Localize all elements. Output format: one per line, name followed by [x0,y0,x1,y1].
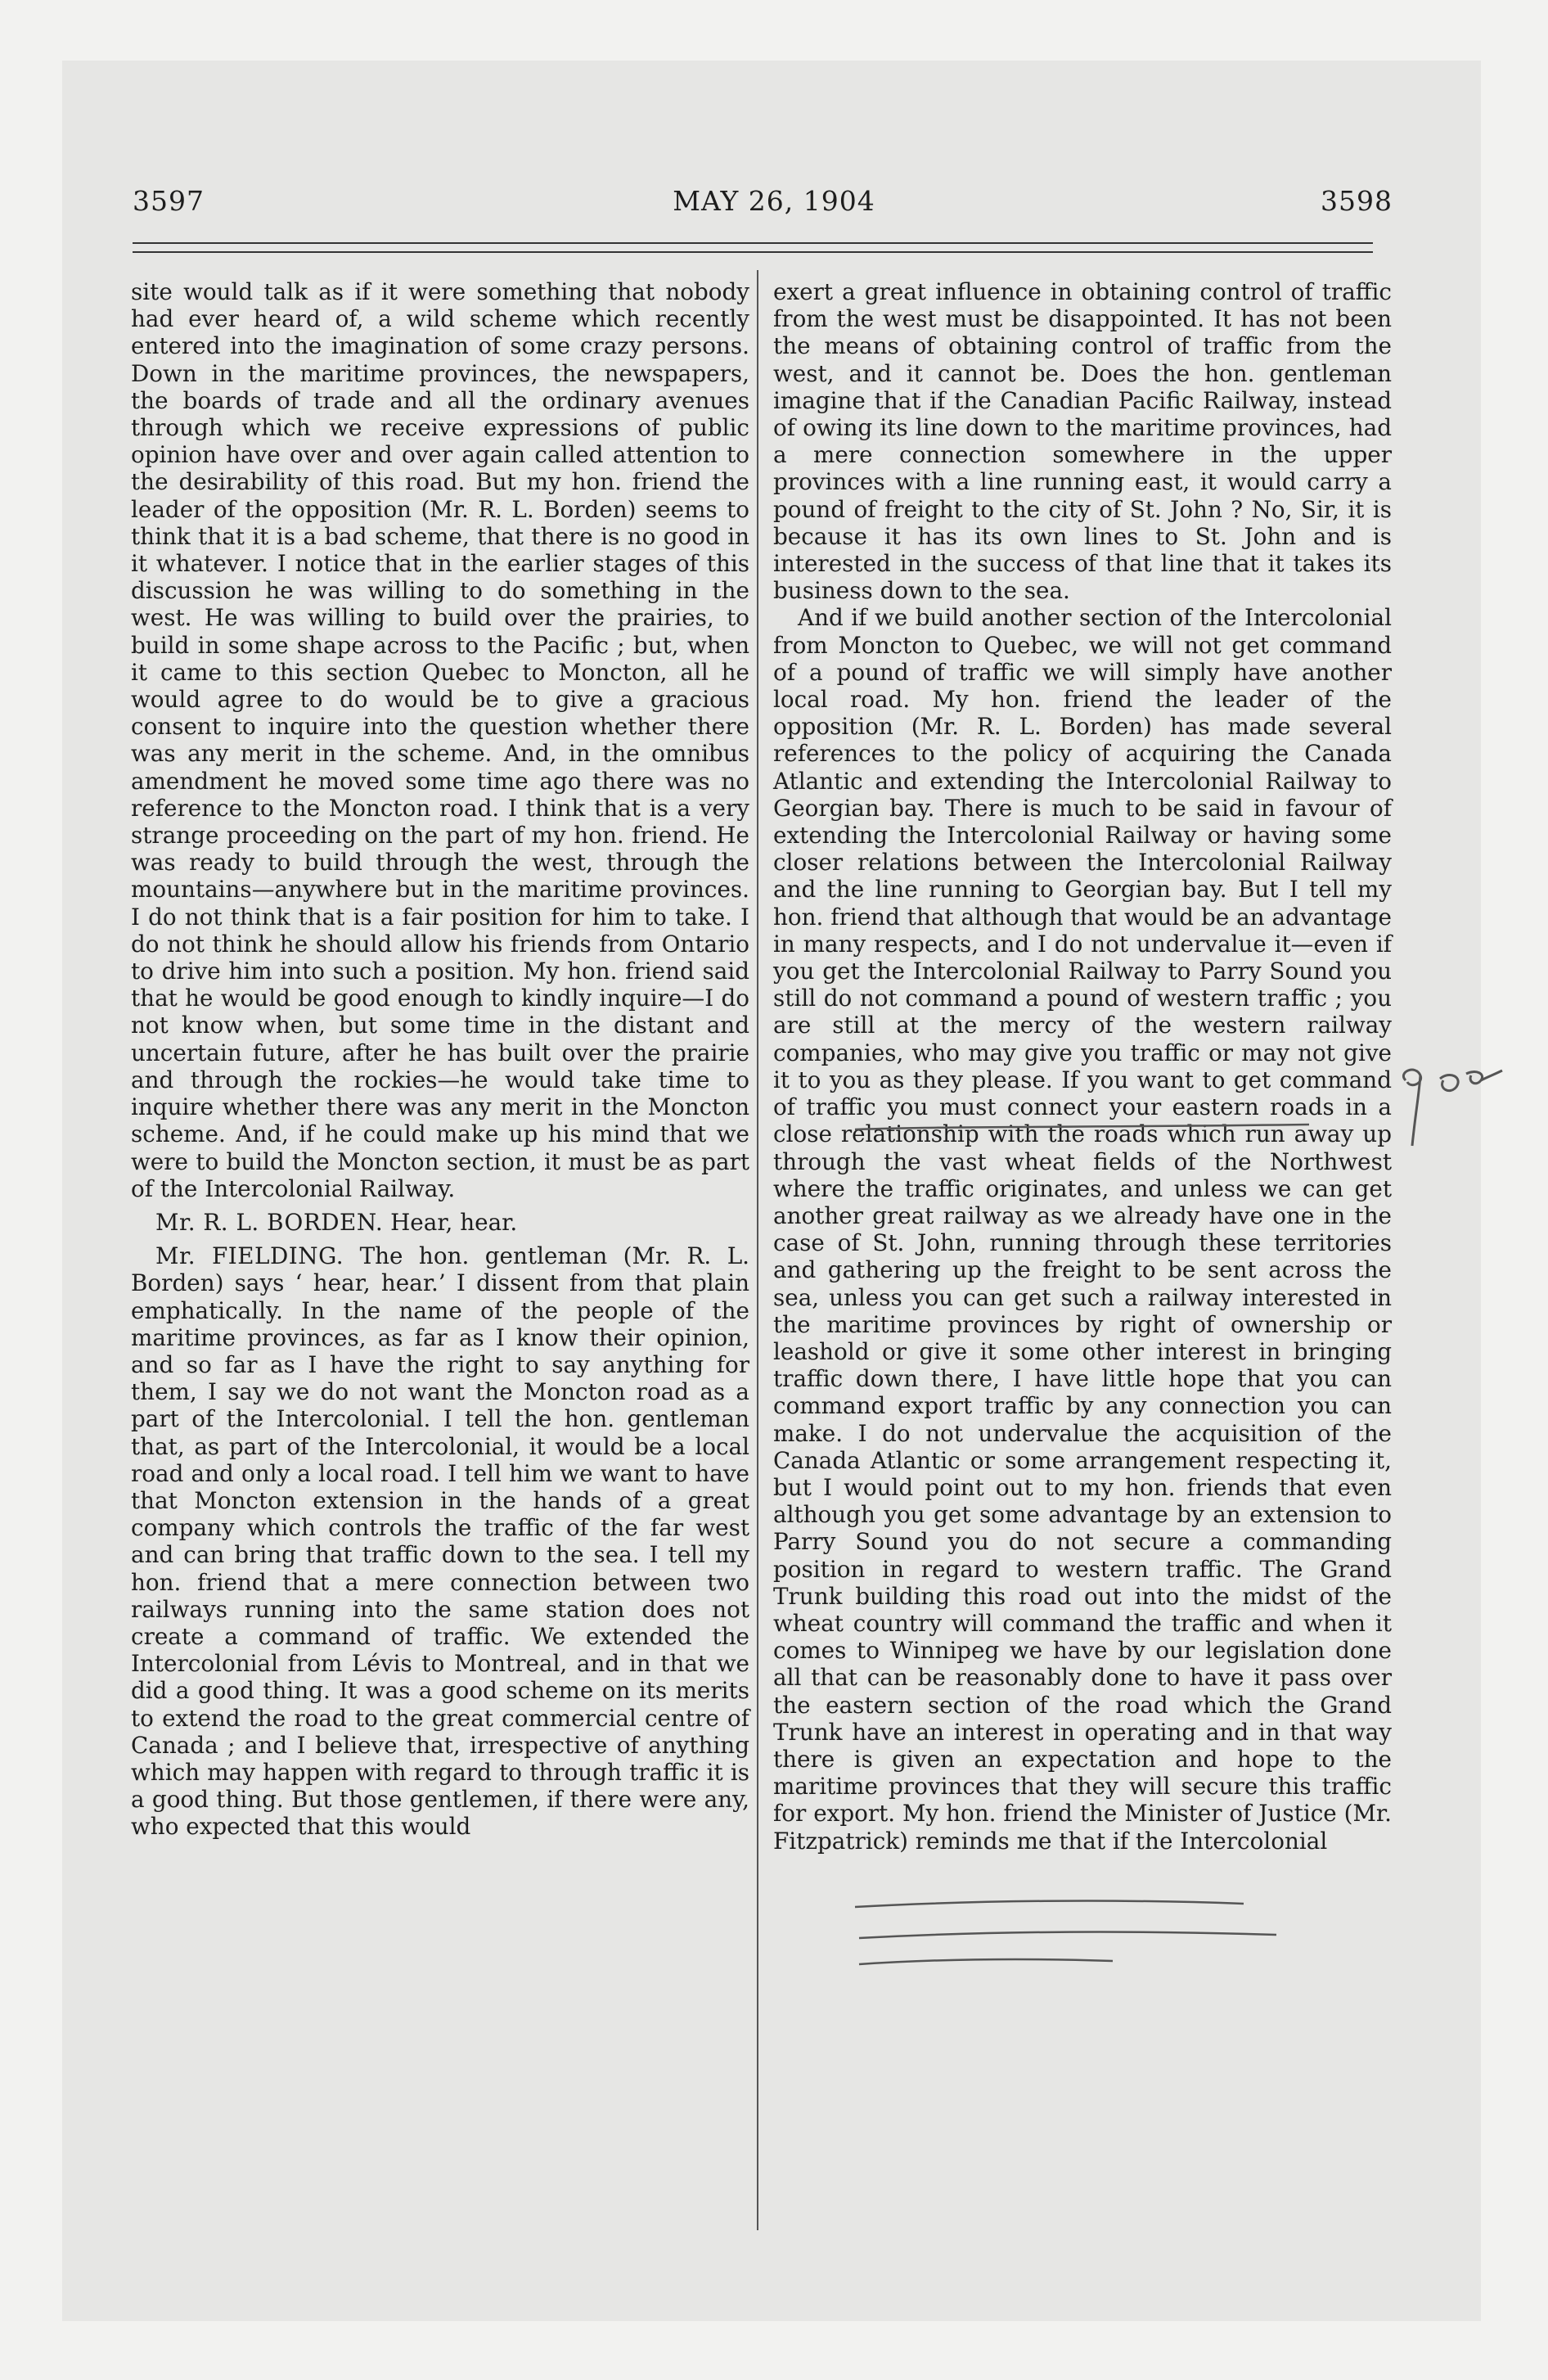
handwritten-strikethrough [851,1899,1375,1972]
column-divider [757,270,758,2230]
handwritten-margin-note [1391,1056,1522,1162]
speaker-name: Mr. R. L. BORDEN. [155,1208,384,1236]
right-column [773,278,1392,1855]
paragraph [131,1209,749,1236]
header-rule-bottom [133,251,1373,253]
paragraph: exert a great influence in obtaining control of traffic from the west must be disappointed. It has not been the means of obtaining control of traffic from the west, and it cannot be. Does the hon. gentleman imagine that if the Canadian Pacific Railway, instead of owing its line down to the maritime provinces, had a mere connection somewhere in the upper provinces with a line running east, it would carry a pound of freight to the city of St. John ? No, Sir, it is because it has its own lines to St. John and is interested in the success of that line that it takes its business down to the sea. [773,278,1392,605]
handwritten-strikethrough [851,1115,1309,1147]
left-page-number: 3597 [133,185,205,217]
page-date: MAY 26, 1904 [673,185,875,217]
paragraph [131,1242,749,1840]
speaker-name: Mr. FIELDING. [155,1242,344,1270]
right-page-number: 3598 [1321,185,1393,217]
paragraph: And if we build another section of the Intercolonial from Moncton to Quebec, we will not get command of a pound of traffic we will simply have another local road. My hon. friend the leader of the opposition (Mr. R. L. Borden) has made several references to the policy of acquiring the Canada Atlantic and extending the Intercolonial Railway to Georgian bay. There is much to be said in favour of extending the Intercolonial Railway or having some closer relations between the Intercolonial Railway and the line running to Georgian bay. But I tell my hon. friend that although that would be an advantage in many respects, and I do not undervalue it—even if you get the Intercolonial Railway to Parry Sound you still do not command a pound of western traffic ; you are still at the mercy of the western railway companies, who may give you traffic or may not give it to you as they please. If you want to get command of traffic you must connect your eastern roads in a close relationship with the roads which run away up through the vast wheat fields of the Northwest where the traffic originates, and unless we can get another great railway as we already have one in the case of St. John, running through these territories and gathering up the freight to be sent across the sea, unless you can get such a railway interested in the maritime provinces by right of ownership or leashold or give it some other interest in bringing traffic down there, I have little hope that you can command export traffic by any connection you can make. I do not undervalue the acquisition of the Canada Atlantic or some arrangement respecting it, but I would point out to my hon. friends that even although you get some advantage by an extension to Parry Sound you do not secure a commanding position in regard to western traffic. The Grand Trunk building this road out into the midst of the wheat country will command the traffic and when it comes to Winnipeg we have by our legislation done all that can be reasonably done to have it pass over the eastern section of the road which the Grand Trunk have an interest in operating and in that way there is given an expectation and hope to the maritime provinces that they will secure this traffic for export. My hon. friend the Minister of Justice (Mr. Fitzpatrick) reminds me that if the Intercolonial [773,604,1392,1855]
left-column [131,278,749,1841]
header-rule-top [133,242,1373,244]
paragraph: site would talk as if it were something that nobody had ever heard of, a wild scheme which recently entered into the imagination of some crazy persons. Down in the maritime provinces, the newspapers, the boards of trade and all the ordinary avenues through which we receive expressions of public opinion have over and over again called attention to the desirability of this road. But my hon. friend the leader of the opposition (Mr. R. L. Borden) seems to think that it is a bad scheme, that there is no good in it whatever. I notice that in the earlier stages of this discussion he was willing to do something in the west. He was willing to build over the prairies, to build in some shape across to the Pacific ; but, when it came to this section Quebec to Moncton, all he would agree to do would be to give a gracious consent to inquire into the question whether there was any merit in the scheme. And, in the omnibus amendment he moved some time ago there was no reference to the Moncton road. I think that is a very strange proceeding on the part of my hon. friend. He was ready to build through the west, through the mountains—anywhere but in the maritime provinces. I do not think that is a fair position for him to take. I do not think he should allow his friends from Ontario to drive him into such a position. My hon. friend said that he would be good enough to kindly inquire—I do not know when, but some time in the distant and uncertain future, after he has built over the prairie and through the rockies—he would take time to inquire whether there was any merit in the Moncton scheme. And, if he could make up his mind that we were to build the Moncton section, it must be as part of the Intercolonial Railway. [131,278,749,1202]
speech-text: The hon. gentleman (Mr. R. L. Borden) says ‘ hear, hear.’ I dissent from that plain emphatically. In the name of the people of the maritime provinces, as far as I know their opinion, and so far as I have the right to say anything for them, I say we do not want the Moncton road as a part of the Intercolonial. I tell the hon. gentleman that, as part of the Intercolonial, it would be a local road and only a local road. I tell him we want to have that Moncton extension in the hands of a great company which controls the traffic of the far west and can bring that traffic down to the sea. I tell my hon. friend that a mere connection between two railways running into the same station does not create a command of traffic. We extended the Intercolonial from Lévis to Montreal, and in that we did a good thing. It was a good scheme on its merits to extend the road to the great commercial centre of Canada ; and I believe that, irrespective of anything which may happen with regard to through traffic it is a good thing. But those gentlemen, if there were any, who expected that this would [131,1242,750,1841]
speech-text: Hear, hear. [390,1208,518,1236]
